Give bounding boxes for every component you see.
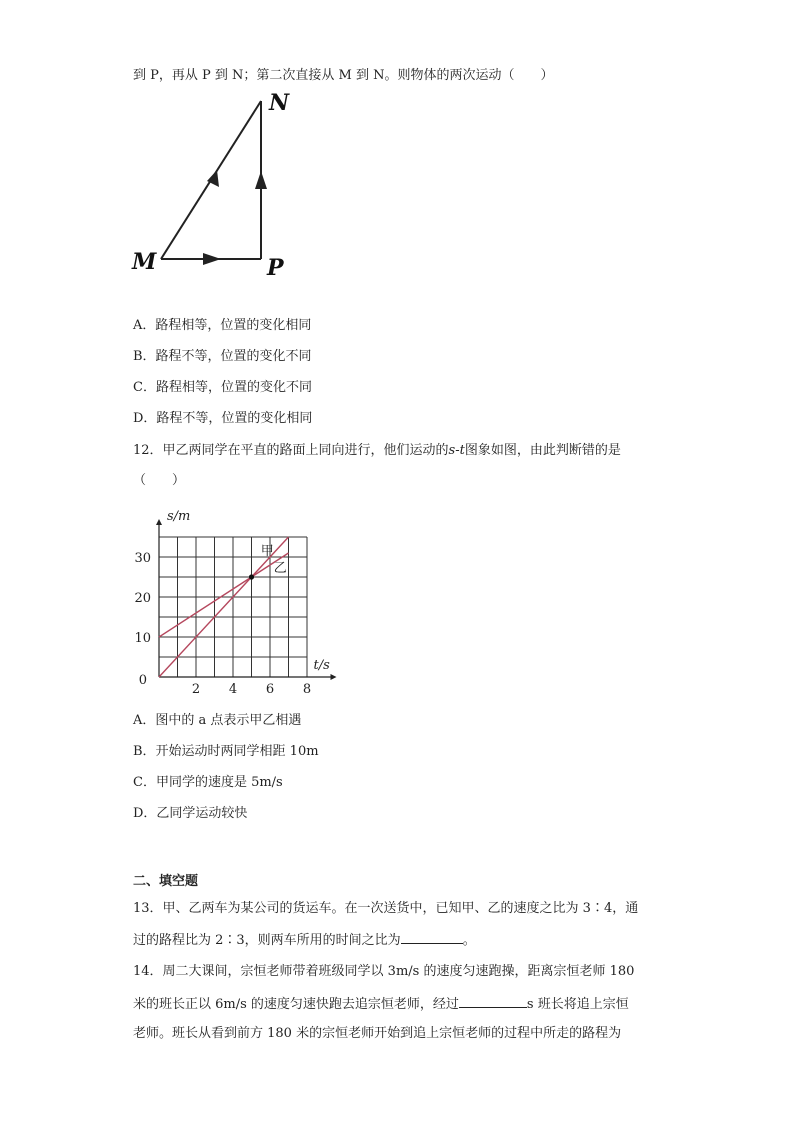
x-tick-label: 4 bbox=[228, 682, 238, 697]
y-tick-label: 10 bbox=[134, 631, 151, 646]
label-p: P bbox=[267, 255, 284, 281]
q14-line2-after: s 班长将追上宗恒 bbox=[526, 997, 629, 1012]
q14-line1: 14．周二大课间，宗恒老师带着班级同学以 3m/s 的速度匀速跑操，距离宗恒老师 180 bbox=[133, 964, 635, 979]
x-tick-label: 8 bbox=[302, 682, 312, 697]
x-axis-label: t/s bbox=[313, 658, 330, 673]
q13-answer-blank[interactable] bbox=[401, 929, 463, 944]
x-axis-arrow-icon bbox=[331, 674, 337, 680]
series-label-yi: 乙 bbox=[273, 561, 287, 577]
y-tick-label: 20 bbox=[134, 591, 151, 606]
q13-line2-before: 过的路程比为 2∶3，则两车所用的时间之比为 bbox=[133, 933, 401, 948]
q11-option-d: D．路程不等，位置的变化相同 bbox=[133, 411, 313, 426]
q11-stem-tail: 到 P，再从 P 到 N；第二次直接从 M 到 N。则物体的两次运动（ ） bbox=[133, 68, 554, 83]
q12-stem-part1: 12．甲乙两同学在平直的路面上同向进行，他们运动的 bbox=[133, 443, 449, 458]
q14-answer-blank[interactable] bbox=[459, 993, 527, 1008]
q11-option-b: B．路程不等，位置的变化不同 bbox=[133, 349, 312, 364]
y-axis-label: s/m bbox=[167, 509, 191, 524]
series-line-yi bbox=[159, 553, 289, 637]
y-axis-arrow-icon bbox=[156, 519, 162, 525]
q11-figure bbox=[125, 85, 325, 285]
y-tick-label: 30 bbox=[134, 551, 151, 566]
q14-line2-before: 米的班长正以 6m/s 的速度匀速快跑去追宗恒老师，经过 bbox=[133, 997, 459, 1012]
q13-line2 bbox=[133, 929, 476, 951]
q14-line3: 老师。班长从看到前方 180 米的宗恒老师开始到追上宗恒老师的过程中所走的路程为 bbox=[133, 1026, 622, 1041]
section-title: 二、填空题 bbox=[133, 874, 199, 889]
origin-label: 0 bbox=[138, 673, 147, 688]
q12-option-c: C．甲同学的速度是 5m/s bbox=[133, 775, 283, 790]
q12-option-b: B．开始运动时两同学相距 10m bbox=[133, 744, 319, 759]
label-n: N bbox=[269, 90, 290, 116]
q12-option-a: A．图中的 a 点表示甲乙相遇 bbox=[133, 713, 302, 728]
q12-stem-part2: 图象如图，由此判断错的是 bbox=[464, 443, 621, 458]
q13-line1: 13．甲、乙两车为某公司的货运车。在一次送货中，已知甲、乙的速度之比为 3∶4，通 bbox=[133, 901, 639, 916]
q12-stem-paren: （ ） bbox=[133, 473, 186, 488]
q13-line2-after: 。 bbox=[462, 933, 476, 948]
q11-option-a: A．路程相等，位置的变化相同 bbox=[133, 318, 312, 333]
q12-option-d: D．乙同学运动较快 bbox=[133, 806, 248, 821]
x-tick-label: 6 bbox=[265, 682, 275, 697]
q12-stem bbox=[133, 441, 621, 461]
x-tick-label: 2 bbox=[191, 682, 201, 697]
series-label-jia: 甲 bbox=[260, 544, 274, 559]
label-m: M bbox=[132, 249, 157, 275]
pn-arrow-icon bbox=[255, 171, 267, 189]
intersection-point bbox=[249, 574, 254, 579]
q11-option-c: C．路程相等，位置的变化不同 bbox=[133, 380, 312, 395]
q14-line2 bbox=[133, 993, 629, 1015]
mp-arrow-icon bbox=[203, 253, 221, 265]
st-chart bbox=[128, 502, 348, 702]
q12-stem-st: s-t bbox=[448, 443, 465, 458]
